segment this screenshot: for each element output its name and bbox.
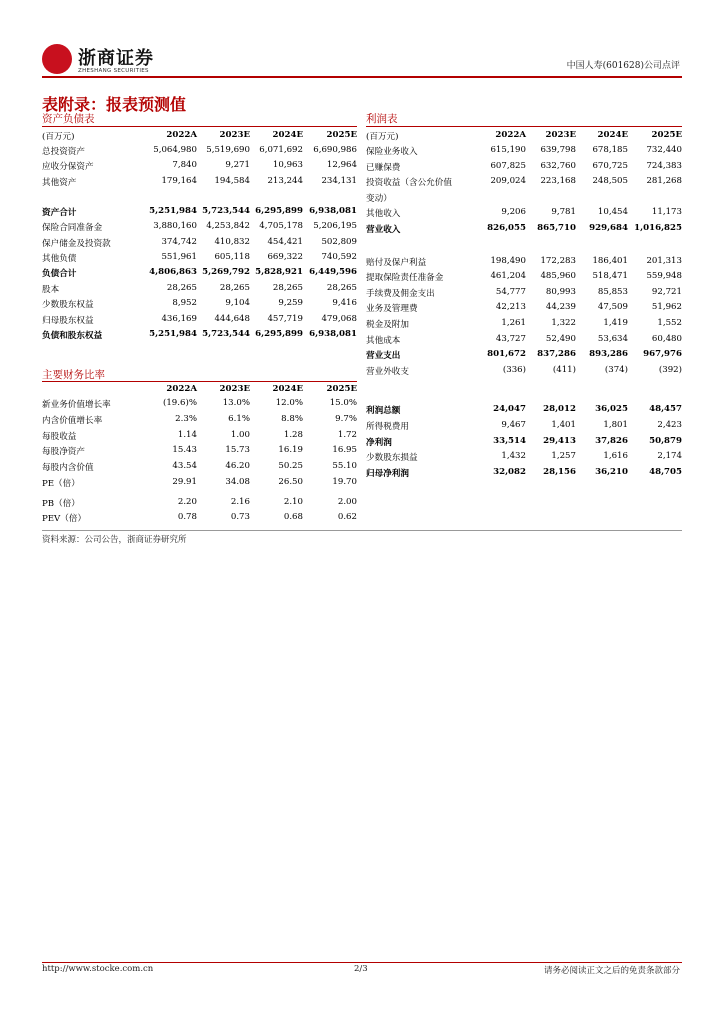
cell-value: 6,071,692 [259,145,303,155]
table-row [42,398,357,414]
cell-value: 7,840 [172,160,197,171]
table-row [366,287,682,303]
row-label: 每股内含价值 [42,463,94,474]
cell-value: 6,295,899 [255,205,303,216]
cell-value: 615,190 [490,145,526,155]
row-label: 其他收入 [366,209,401,220]
cell-value: 26.50 [278,476,303,487]
table-row [42,329,357,344]
cell-value: 1,801 [603,419,628,430]
row-label: 每股收益 [42,431,77,442]
cell-value: 1,401 [551,419,576,430]
footer-disclaimer: 请务必阅读正文之后的免责条款部分 [543,966,680,976]
cell-value: 201,313 [646,255,682,266]
balance-sheet-title: 资产负债表 [42,113,95,125]
cell-value: 929,684 [589,222,628,233]
cell-value: 732,440 [646,145,682,155]
cell-value [628,380,682,403]
row-label [366,239,476,256]
cell-value: 1.72 [337,429,357,440]
cell-value: 1.14 [177,429,197,440]
table-row [366,404,682,420]
page-number: 2/3 [354,964,368,974]
cell-value: 36,025 [595,404,628,415]
table-row [42,497,357,513]
cell-value: 9.7% [335,413,357,424]
cell-value: 47,509 [597,302,628,313]
table-row [42,430,357,446]
cell-value: 50,879 [649,435,682,446]
row-label: 提取保险责任准备金 [366,273,444,284]
cell-value: 801,672 [487,349,526,360]
cell-value: 36,210 [595,466,628,477]
cell-value: 54,777 [495,286,526,297]
cell-value [526,380,576,403]
cell-value: 37,826 [595,435,628,446]
cell-value: 559,948 [646,271,682,282]
cell-value: 53,634 [597,333,628,344]
cell-value: 4,705,178 [259,221,303,232]
source-note: 资料来源：公司公告，浙商证券研究所 [42,535,187,545]
table-row [42,461,357,477]
cell-value: 1,552 [657,317,682,328]
cell-value: 4,253,842 [206,221,250,232]
cell-value: 5,206,195 [313,221,357,232]
cell-value: 1,616 [603,451,628,462]
cell-value: 374,742 [161,236,197,247]
cell-value: 479,068 [321,313,357,324]
cell-value: 42,213 [495,302,526,313]
row-label: 投资收益（含公允价值 [366,178,452,189]
cell-value: 9,416 [332,298,357,309]
cell-value: 43,727 [495,333,526,344]
cell-value: 3,880,160 [153,221,197,232]
cell-value: 5,251,984 [149,328,197,339]
row-label: 其他资产 [42,177,77,188]
table-row [42,176,357,206]
year-header: 2022A [495,130,526,140]
table-row [366,349,682,365]
cell-value: 12,964 [326,160,357,171]
cell-value: 48,705 [649,466,682,477]
row-label: 少数股东损益 [366,453,418,464]
cell-value: 0.78 [177,512,197,523]
unit-label: (百万元) [366,132,399,142]
cell-value: 9,259 [278,298,303,309]
cell-value: 6,295,899 [255,328,303,339]
table-row [366,207,682,223]
row-label: 所得税费用 [366,421,409,432]
row-label: 手续费及佣金支出 [366,288,435,299]
header-row [42,384,357,398]
cell-value: 2,423 [657,419,682,430]
cell-value: 248,505 [592,176,628,187]
cell-value: 551,961 [161,251,197,262]
cell-value: 0.62 [337,512,357,523]
cell-value: 16.95 [332,445,357,456]
cell-value: 826,055 [487,222,526,233]
row-label: 营业外收支 [366,366,409,377]
ratios-title: 主要财务比率 [42,369,105,381]
row-label: 保险合同准备金 [42,223,103,234]
cell-value: 1,257 [551,451,576,462]
cell-value: 28,265 [326,282,357,293]
ratios-table [42,384,357,528]
row-label: 净利润 [366,437,392,448]
cell-value: 639,798 [540,145,576,155]
cell-value: 28,265 [219,282,250,293]
row-label: 内含价值增长率 [42,415,103,426]
cell-value: 457,719 [267,313,303,324]
table-row [366,145,682,161]
cell-value [576,239,628,256]
table-row [366,256,682,272]
cell-value: 6,938,081 [309,205,357,216]
cell-value: 6,938,081 [309,328,357,339]
cell-value: 607,825 [490,160,526,171]
cell-value: 454,421 [267,236,303,247]
cell-value: 29,413 [543,435,576,446]
income-statement-rule [366,126,682,127]
cell-value: 1,322 [551,317,576,328]
table-row [366,271,682,287]
income-statement-title: 利润表 [366,113,398,125]
cell-value: 281,268 [646,176,682,187]
cell-value: (19.6)% [162,398,197,408]
table-row [42,252,357,267]
cell-value [476,192,526,208]
table-row [366,223,682,239]
cell-value: 5,828,921 [255,267,303,278]
cell-value: 485,960 [540,271,576,282]
table-row [42,477,357,497]
cell-value: 34.08 [225,476,250,487]
cell-value: 19.70 [332,476,357,487]
cell-value: 43.54 [172,461,197,472]
table-row [366,161,682,177]
cell-value: 502,809 [321,236,357,247]
row-label: 负债和股东权益 [42,330,103,341]
cell-value: 16.19 [278,445,303,456]
cell-value: 5,269,792 [202,267,250,278]
row-label: 应收分保资产 [42,162,94,173]
cell-value: 740,592 [321,251,357,262]
cell-value: (392) [658,364,682,375]
cell-value: 198,490 [490,255,526,266]
cell-value: 724,383 [646,160,682,171]
cell-value: 5,723,544 [202,205,250,216]
cell-value: 29.91 [172,476,197,487]
row-label: 业务及管理费 [366,304,418,315]
unit-label: (百万元) [42,132,75,142]
cell-value: 186,401 [592,255,628,266]
table-row [366,334,682,350]
cell-value: 213,244 [267,175,303,186]
table-row [42,314,357,329]
row-label: PEV（倍） [42,514,87,525]
footer-divider [42,962,682,963]
cell-value: 55.10 [332,461,357,472]
year-header: 2024E [272,130,303,140]
cell-value [576,380,628,403]
year-header: 2024E [272,384,303,394]
table-row [42,160,357,175]
cell-value: 60,480 [651,333,682,344]
table-row [366,467,682,483]
row-label: 股本 [42,284,60,295]
cell-value: 678,185 [592,145,628,155]
cell-value: 10,963 [272,160,303,171]
table-row [366,380,682,403]
cell-value: 15.43 [172,445,197,456]
cell-value: 51,962 [651,302,682,313]
row-label [366,380,476,403]
cell-value: 2.00 [337,496,357,507]
year-header: 2023E [545,130,576,140]
year-header: 2022A [166,130,197,140]
row-label: 归母净利润 [366,468,409,479]
row-label: 保户储金及投资款 [42,238,111,249]
cell-value: 28,156 [543,466,576,477]
cell-value: 15.73 [225,445,250,456]
cell-value [628,192,682,208]
cell-value: 12.0% [275,398,303,408]
page-title: 表附录：报表预测值 [42,95,187,114]
year-header: 2025E [326,384,357,394]
balance-sheet-table [42,130,357,344]
row-label: 归母股东权益 [42,315,94,326]
row-label: 少数股东权益 [42,300,94,311]
cell-value: 5,251,984 [149,205,197,216]
ratios-rule [42,381,357,382]
row-label: 营业支出 [366,351,401,362]
header-row [42,130,357,145]
cell-value: 1,432 [501,451,526,462]
table-row [366,192,682,208]
year-header: 2025E [651,130,682,140]
cell-value: 669,322 [267,251,303,262]
cell-value: 9,206 [501,207,526,218]
cell-value: 24,047 [493,404,526,415]
cell-value: 172,283 [540,255,576,266]
cell-value: 8.8% [281,413,303,424]
cell-value: 518,471 [592,271,628,282]
cell-value: 1,016,825 [634,222,682,233]
cell-value: 6,449,596 [309,267,357,278]
table-row [366,176,682,192]
table-row [366,302,682,318]
cell-value: 223,168 [540,176,576,187]
cell-value: 15.0% [329,398,357,408]
footer-url[interactable]: http://www.stocke.com.cn [42,964,154,974]
cell-value: 605,118 [214,251,250,262]
cell-value: 5,064,980 [153,145,197,155]
row-label: 新业务价值增长率 [42,400,111,410]
table-row [42,414,357,430]
cell-value: 2.20 [177,496,197,507]
cell-value: 6,690,986 [313,145,357,155]
cell-value: 6.1% [228,413,250,424]
cell-value: 9,271 [225,160,250,171]
cell-value: 9,467 [501,419,526,430]
cell-value: 1.28 [283,429,303,440]
row-label: 税金及附加 [366,319,409,330]
cell-value: 46.20 [225,461,250,472]
cell-value: 632,760 [540,160,576,171]
cell-value: 2.16 [230,496,250,507]
cell-value: 1.00 [230,429,250,440]
cell-value: 2,174 [657,451,682,462]
table-row [42,206,357,221]
logo-name: 浙商证券 [78,48,154,69]
cell-value [476,239,526,256]
cell-value [628,239,682,256]
header-divider [42,76,682,78]
cell-value: 52,490 [545,333,576,344]
cell-value: 50.25 [278,461,303,472]
cell-value: 209,024 [490,176,526,187]
table-row [42,512,357,528]
cell-value: 410,832 [214,236,250,247]
cell-value: 194,584 [214,175,250,186]
row-label: 利润总额 [366,406,401,417]
table-row [42,283,357,298]
row-label: 变动） [366,193,392,204]
table-row [366,436,682,452]
table-row [366,239,682,256]
year-header: 2025E [326,130,357,140]
cell-value: 436,169 [161,313,197,324]
row-label: 营业收入 [366,224,401,235]
year-header: 2022A [166,384,197,394]
cell-value: 837,286 [537,349,576,360]
cell-value: 234,131 [321,175,357,186]
table-row [42,445,357,461]
cell-value: 92,721 [651,286,682,297]
logo-mark-icon [42,44,72,74]
cell-value: 670,725 [592,160,628,171]
cell-value: 11,173 [651,207,682,218]
row-label: 每股净资产 [42,447,85,458]
year-header: 2023E [219,130,250,140]
cell-value: 28,012 [543,404,576,415]
row-label: 赔付及保户利益 [366,257,427,268]
cell-value: 865,710 [537,222,576,233]
table-row [366,365,682,381]
cell-value: 461,204 [490,271,526,282]
cell-value: 2.3% [175,413,197,424]
header-row [366,130,682,145]
cell-value: 85,853 [597,286,628,297]
cell-value: 0.68 [283,512,303,523]
table-row [366,318,682,334]
cell-value: 32,082 [493,466,526,477]
cell-value [576,192,628,208]
table-row [42,221,357,236]
cell-value: 33,514 [493,435,526,446]
cell-value: 4,806,863 [149,267,197,278]
cell-value: 28,265 [272,282,303,293]
table-row [366,420,682,436]
table-row [42,237,357,252]
row-label: 总投资资产 [42,147,85,157]
unit-label [42,384,144,398]
table-row [42,298,357,313]
cell-value: 893,286 [589,349,628,360]
cell-value [526,239,576,256]
year-header: 2023E [219,384,250,394]
table-row [42,267,357,282]
row-label: 资产合计 [42,207,77,218]
cell-value: 5,519,690 [206,145,250,155]
cell-value: 9,104 [225,298,250,309]
cell-value: 967,976 [643,349,682,360]
row-label: 保险业务收入 [366,147,418,157]
cell-value: (411) [552,364,576,375]
cell-value: 5,723,544 [202,328,250,339]
balance-sheet-rule [42,126,357,127]
row-label: PE（倍） [42,478,80,489]
table-row [366,451,682,467]
cell-value: 9,781 [551,207,576,218]
cell-value: (336) [502,364,526,375]
logo-subtitle: ZHESHANG SECURITIES [78,68,149,74]
cell-value: 13.0% [222,398,250,408]
cell-value: 0.73 [230,512,250,523]
cell-value: 8,952 [172,298,197,309]
row-label: PB（倍） [42,498,80,509]
cell-value: 80,993 [545,286,576,297]
cell-value: 179,164 [161,175,197,186]
cell-value: 1,419 [603,317,628,328]
row-label: 负债合计 [42,269,77,280]
row-label: 其他负债 [42,253,77,264]
row-label: 已赚保费 [366,162,401,173]
cell-value [476,380,526,403]
report-tag: 中国人寿(601628)公司点评 [566,61,680,71]
cell-value: 10,454 [597,207,628,218]
cell-value: 48,457 [649,404,682,415]
year-header: 2024E [597,130,628,140]
table-row [42,145,357,160]
cell-value: 28,265 [166,282,197,293]
source-divider [42,530,682,531]
cell-value: 1,261 [501,317,526,328]
cell-value: (374) [604,364,628,375]
cell-value [526,192,576,208]
cell-value: 44,239 [545,302,576,313]
income-statement-table [366,130,682,482]
cell-value: 444,648 [214,313,250,324]
cell-value: 2.10 [283,496,303,507]
row-label: 其他成本 [366,335,401,346]
